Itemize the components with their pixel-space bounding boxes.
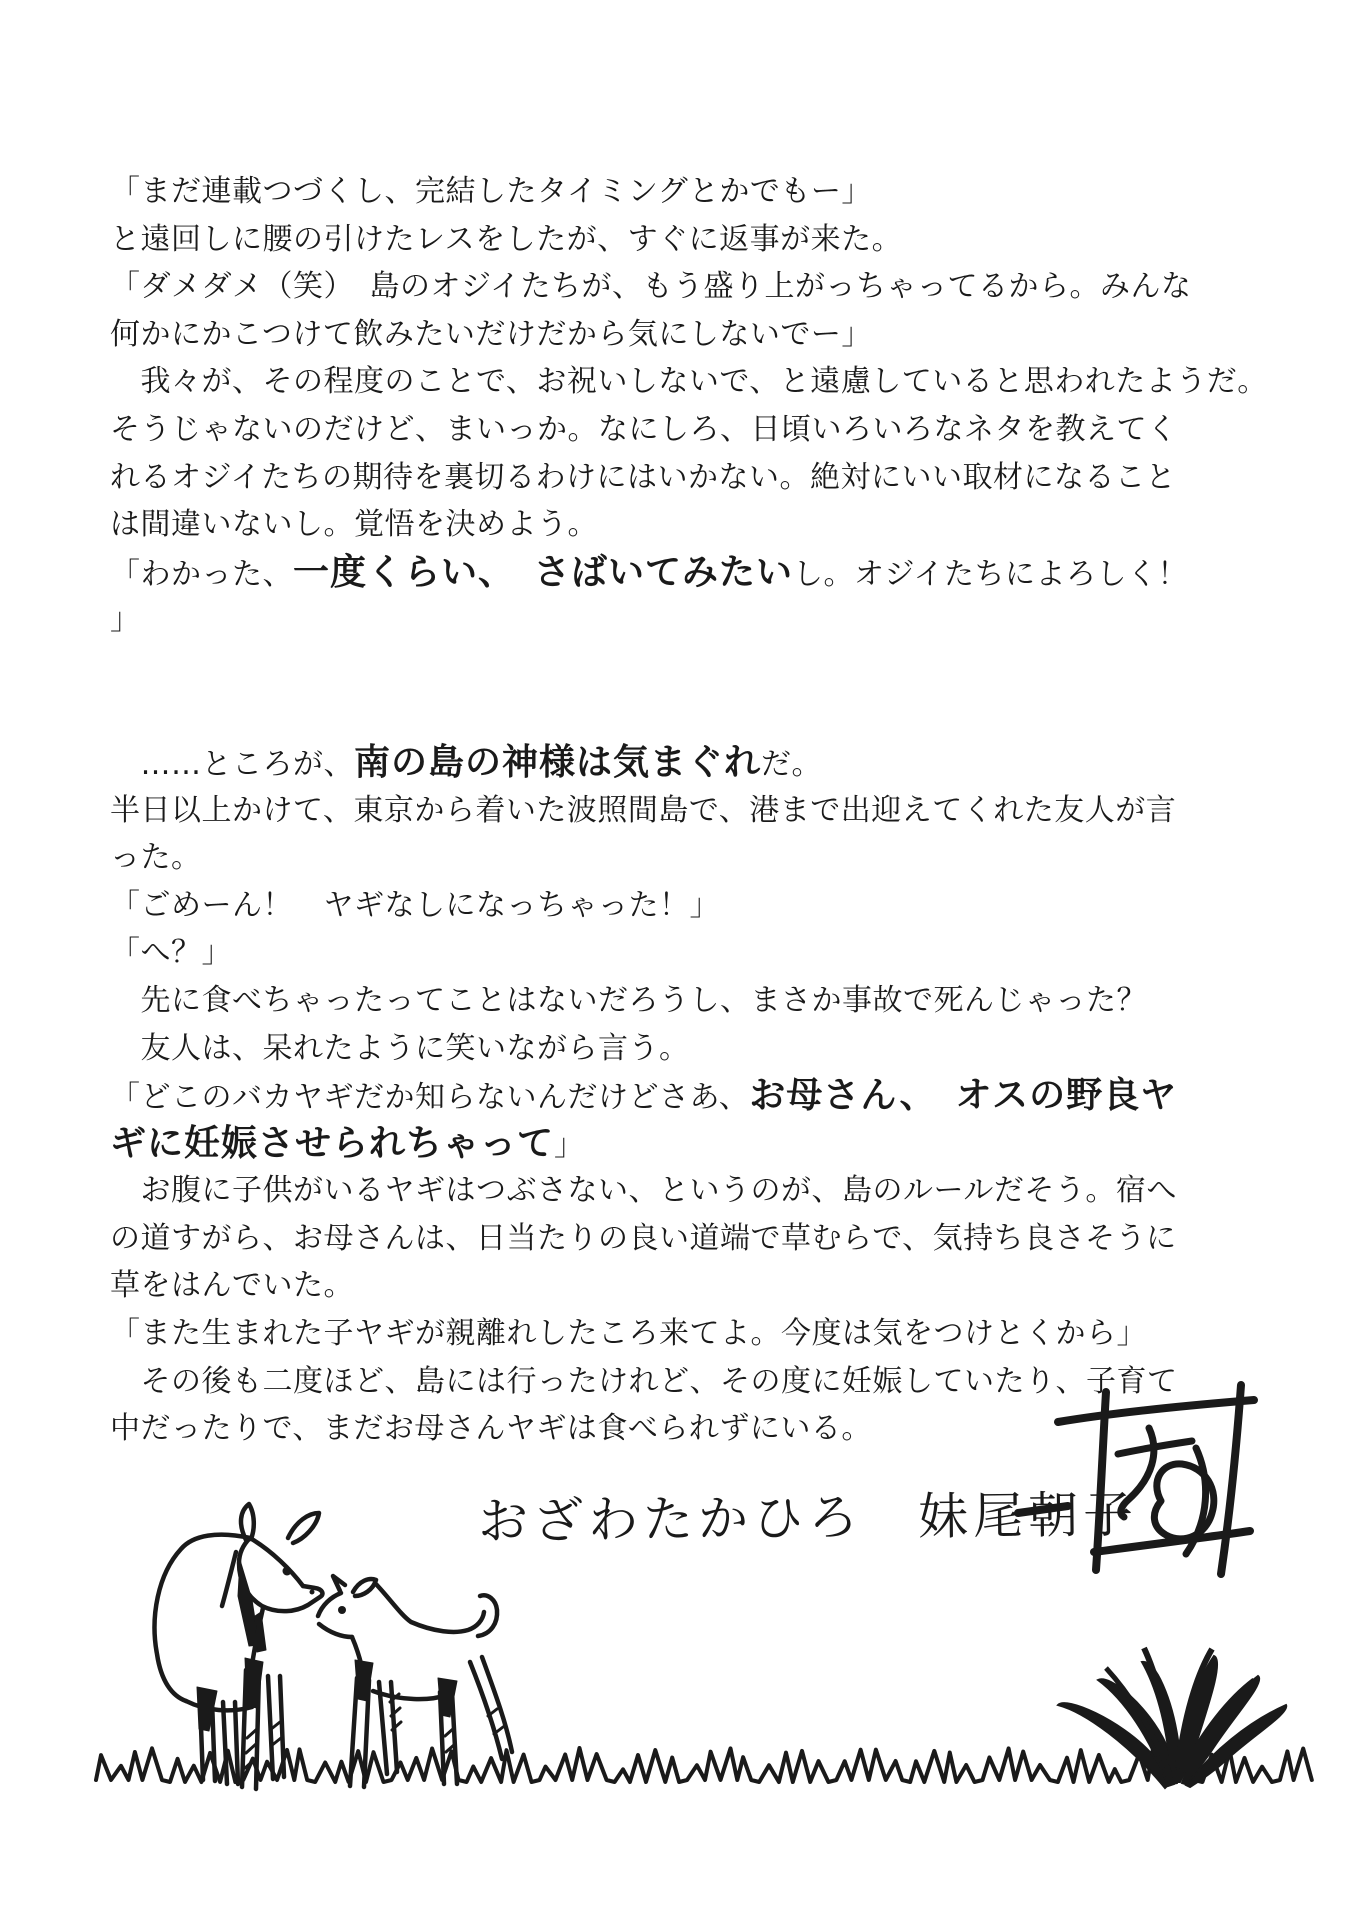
emphasized-text: 一度くらい、 さばいてみたい — [293, 551, 794, 593]
text-segment: だ。 — [761, 746, 823, 782]
text-segment: 「ダメダメ（笑） 島のオジイたちが、もう盛り上がっちゃってるから。みんな — [110, 269, 1192, 305]
text-segment: お腹に子供がいるヤギはつぶさない、というのが、島のルールだそう。宿へ — [110, 1173, 1177, 1209]
text-segment: 」 — [110, 602, 141, 638]
text-segment: 我々が、その程度のことで、お祝いしないで、と遠慮していると思われたようだ。 — [110, 364, 1268, 400]
text-segment: れるオジイたちの期待を裏切るわけにはいかない。絶対にいい取材になること — [110, 459, 1176, 495]
mother-goat-illustration — [155, 1504, 323, 1789]
text-segment: そうじゃないのだけど、まいっか。なにしろ、日頃いろいろなネタを教えてく — [110, 411, 1178, 447]
text-segment: 「へ？」 — [110, 935, 232, 971]
text-segment: し。オジイたちによろしく！ — [793, 556, 1189, 592]
text-segment: の道すがら、お母さんは、日当たりの良い道端で草むらで、気持ち良さそうに — [110, 1220, 1177, 1256]
author-seal-icon — [1018, 1385, 1254, 1574]
text-segment: 「わかった、 — [110, 556, 293, 592]
author-signature: おざわたかひろ 妹尾朝子 — [477, 1485, 1139, 1551]
text-segment: 先に食べちゃったってことはないだろうし、まさか事故で死んじゃった？ — [110, 982, 1147, 1018]
text-segment: 半日以上かけて、東京から着いた波照間島で、港まで出迎えてくれた友人が言 — [110, 792, 1177, 828]
grass-tuft — [1058, 1648, 1286, 1788]
text-segment: 「どこのバカヤギだか知らないんだけどさあ、 — [110, 1080, 750, 1116]
seal-flourish — [1018, 1506, 1068, 1513]
text-segment: と遠回しに腰の引けたレスをしたが、すぐに返事が来た。 — [110, 221, 903, 257]
text-segment: 草をはんでいた。 — [110, 1268, 354, 1304]
emphasized-text: 南の島の神様は気まぐれ — [354, 741, 762, 783]
text-segment: 「まだ連載つづくし、完結したタイミングとかでもー」 — [110, 174, 872, 209]
text-segment: 「また生まれた子ヤギが親離れしたころ来てよ。今度は気をつけとくから」 — [110, 1316, 1147, 1352]
text-segment: 何かにかこつけて飲みたいだけだから気にしないでー」 — [110, 316, 872, 352]
text-segment: その後も二度ほど、島には行ったけれど、その度に妊娠していたり、子育て — [110, 1363, 1178, 1399]
text-segment: ……ところが、 — [110, 746, 354, 782]
text-segment: 友人は、呆れたように笑いながら言う。 — [110, 1030, 690, 1066]
text-segment: 中だったりで、まだお母さんヤギは食べられずにいる。 — [110, 1411, 872, 1447]
emphasized-text: お母さん、 オスの野良ヤ — [749, 1075, 1178, 1117]
emphasized-text: ギに妊娠させられちゃって — [110, 1122, 555, 1164]
text-segment: 」 — [554, 1127, 585, 1163]
kid-goat-illustration — [318, 1576, 512, 1787]
grass-line — [96, 1748, 1312, 1782]
text-segment: 「ごめーん！ ヤギなしになっちゃった！」 — [110, 887, 720, 923]
text-segment: った。 — [110, 840, 202, 876]
text-segment: は間違いないし。覚悟を決めよう。 — [110, 507, 598, 543]
